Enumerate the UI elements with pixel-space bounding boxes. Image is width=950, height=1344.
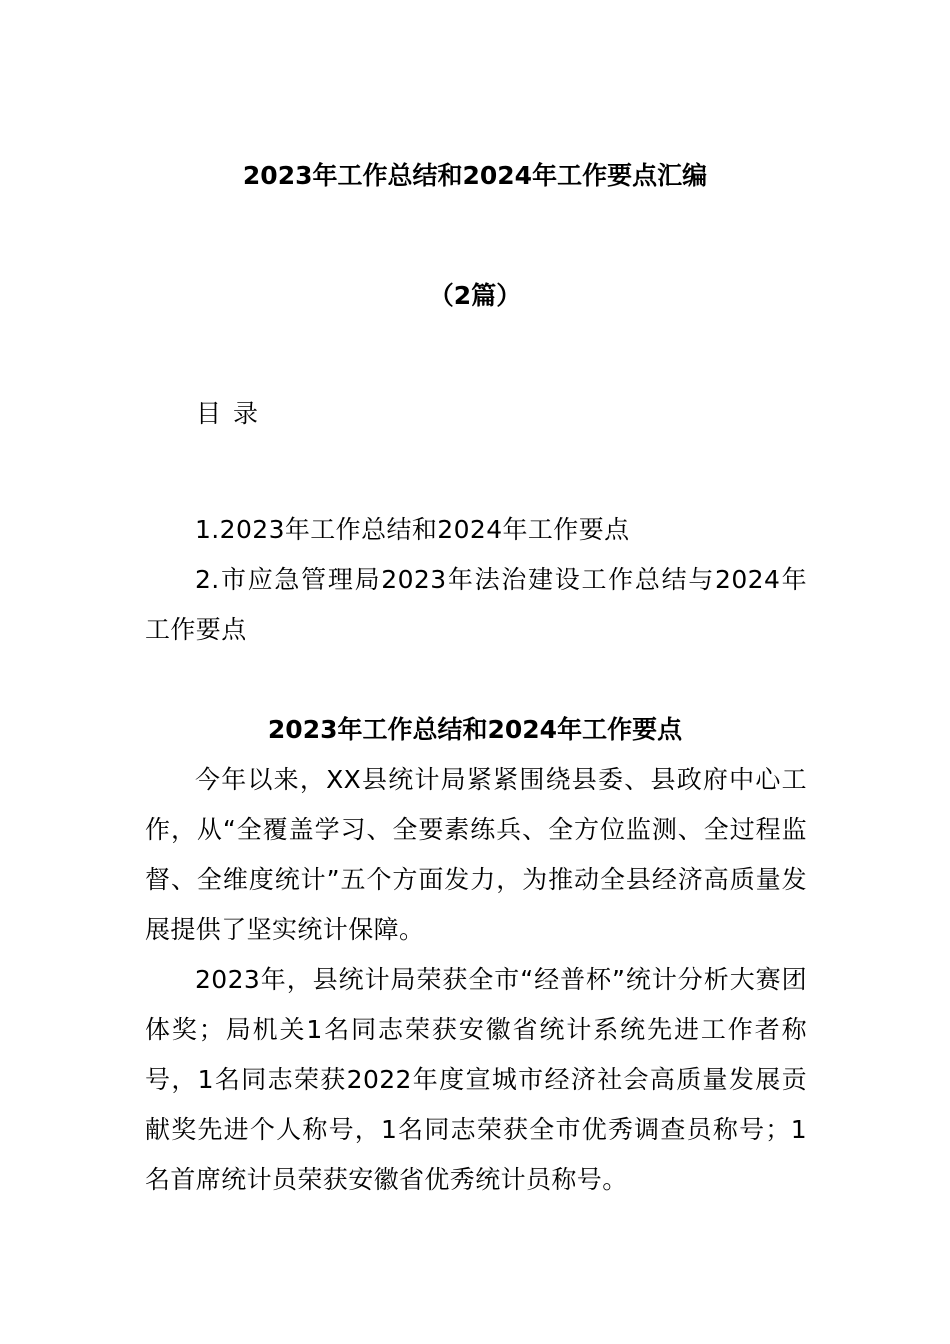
subtitle: （2篇） bbox=[428, 281, 522, 310]
paragraph-1: 今年以来，XX县统计局紧紧围绕县委、县政府中心工作，从“全覆盖学习、全要素练兵、全方位监测、全过程监督、全维度统计”五个方面发力，为推动全县经济高质量发展提供了坚实统计保障。 bbox=[145, 765, 807, 944]
paragraph-2: 2023年，县统计局荣获全市“经普杯”统计分析大赛团体奖；局机关1名同志荣获安徽省统计系统先进工作者称号，1名同志荣获2022年度宣城市经济社会高质量发展贡献奖先进个人称号，1名同志荣获全市优秀调查员称号；1名首席统计员荣获安徽省优秀统计员称号。 bbox=[145, 965, 807, 1194]
toc-item-2: 2.市应急管理局2023年法治建设工作总结与2024年工作要点 bbox=[145, 565, 807, 644]
section-title: 2023年工作总结和2024年工作要点 bbox=[267, 715, 683, 744]
toc-item-1: 1.2023年工作总结和2024年工作要点 bbox=[195, 515, 630, 544]
main-title: 2023年工作总结和2024年工作要点汇编 bbox=[242, 161, 708, 190]
toc-heading: 目 录 bbox=[196, 399, 260, 428]
